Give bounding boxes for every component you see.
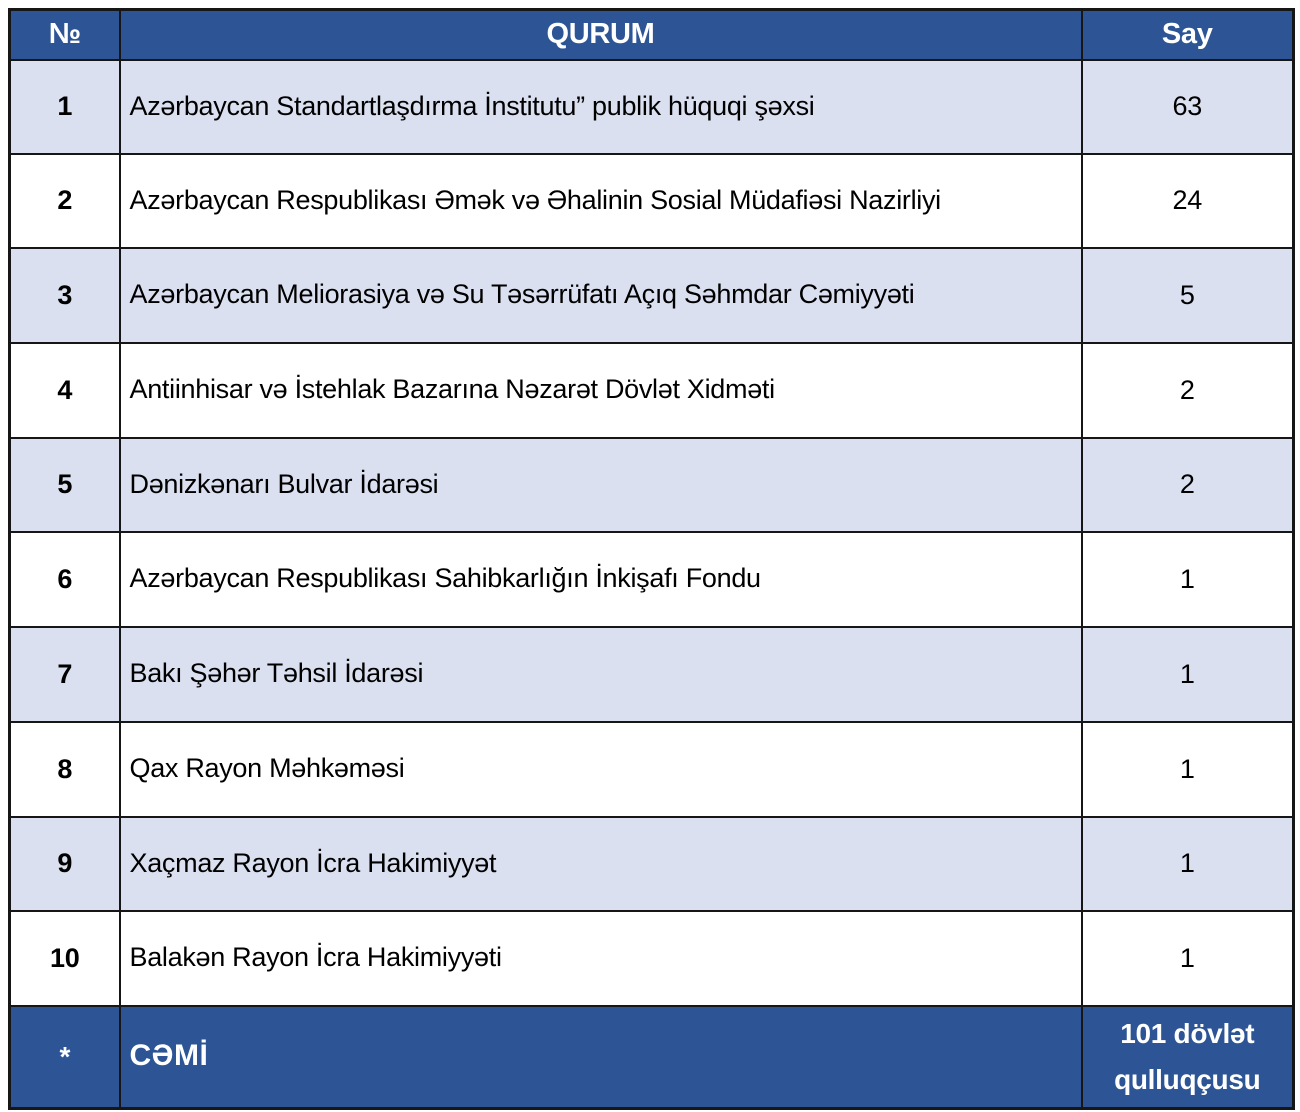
row-say: 1 (1082, 532, 1294, 627)
row-say: 1 (1082, 627, 1294, 722)
row-say: 63 (1082, 60, 1294, 154)
row-qurum: Antiinhisar və İstehlak Bazarına Nəzarət Dövlət Xidməti (120, 343, 1082, 438)
table-row (10, 911, 1294, 1006)
row-number: 9 (10, 817, 120, 911)
row-qurum: Bakı Şəhər Təhsil İdarəsi (120, 627, 1082, 722)
row-qurum: Azərbaycan Respublikası Sahibkarlığın İnkişafı Fondu (120, 532, 1082, 627)
row-number: 7 (10, 627, 120, 722)
row-number: 6 (10, 532, 120, 627)
row-qurum: Azərbaycan Standartlaşdırma İnstitutu” publik hüquqi şəxsi (120, 60, 1082, 154)
table-row (10, 343, 1294, 438)
row-say: 2 (1082, 438, 1294, 532)
row-number: 10 (10, 911, 120, 1006)
row-say: 1 (1082, 911, 1294, 1006)
row-qurum: Xaçmaz Rayon İcra Hakimiyyət (120, 817, 1082, 911)
table-header-row (10, 10, 1294, 60)
row-qurum: Dənizkənarı Bulvar İdarəsi (120, 438, 1082, 532)
table-total-row (10, 1006, 1294, 1109)
table-row (10, 722, 1294, 817)
row-number: 5 (10, 438, 120, 532)
row-say: 1 (1082, 722, 1294, 817)
row-number: 2 (10, 154, 120, 248)
total-label: CƏMİ (120, 1006, 1082, 1109)
row-say: 2 (1082, 343, 1294, 438)
row-say: 24 (1082, 154, 1294, 248)
row-qurum: Azərbaycan Meliorasiya və Su Təsərrüfatı Açıq Səhmdar Cəmiyyəti (120, 248, 1082, 343)
row-qurum: Azərbaycan Respublikası Əmək və Əhalinin Sosial Müdafiəsi Nazirliyi (120, 154, 1082, 248)
header-cell-qurum: QURUM (120, 10, 1082, 60)
table-row (10, 154, 1294, 248)
row-number: 1 (10, 60, 120, 154)
row-number: 4 (10, 343, 120, 438)
table-row (10, 817, 1294, 911)
row-number: 8 (10, 722, 120, 817)
row-say: 1 (1082, 817, 1294, 911)
table-row (10, 248, 1294, 343)
table-row (10, 438, 1294, 532)
org-count-table (8, 8, 1295, 1110)
org-count-table-container (8, 8, 1295, 1110)
total-value: 101 dövlət qulluqçusu (1082, 1006, 1294, 1109)
row-qurum: Qax Rayon Məhkəməsi (120, 722, 1082, 817)
row-say: 5 (1082, 248, 1294, 343)
row-qurum: Balakən Rayon İcra Hakimiyyəti (120, 911, 1082, 1006)
header-cell-no: № (10, 10, 120, 60)
header-cell-say: Say (1082, 10, 1294, 60)
table-row (10, 60, 1294, 154)
table-row (10, 627, 1294, 722)
total-marker: * (10, 1006, 120, 1109)
table-row (10, 532, 1294, 627)
row-number: 3 (10, 248, 120, 343)
